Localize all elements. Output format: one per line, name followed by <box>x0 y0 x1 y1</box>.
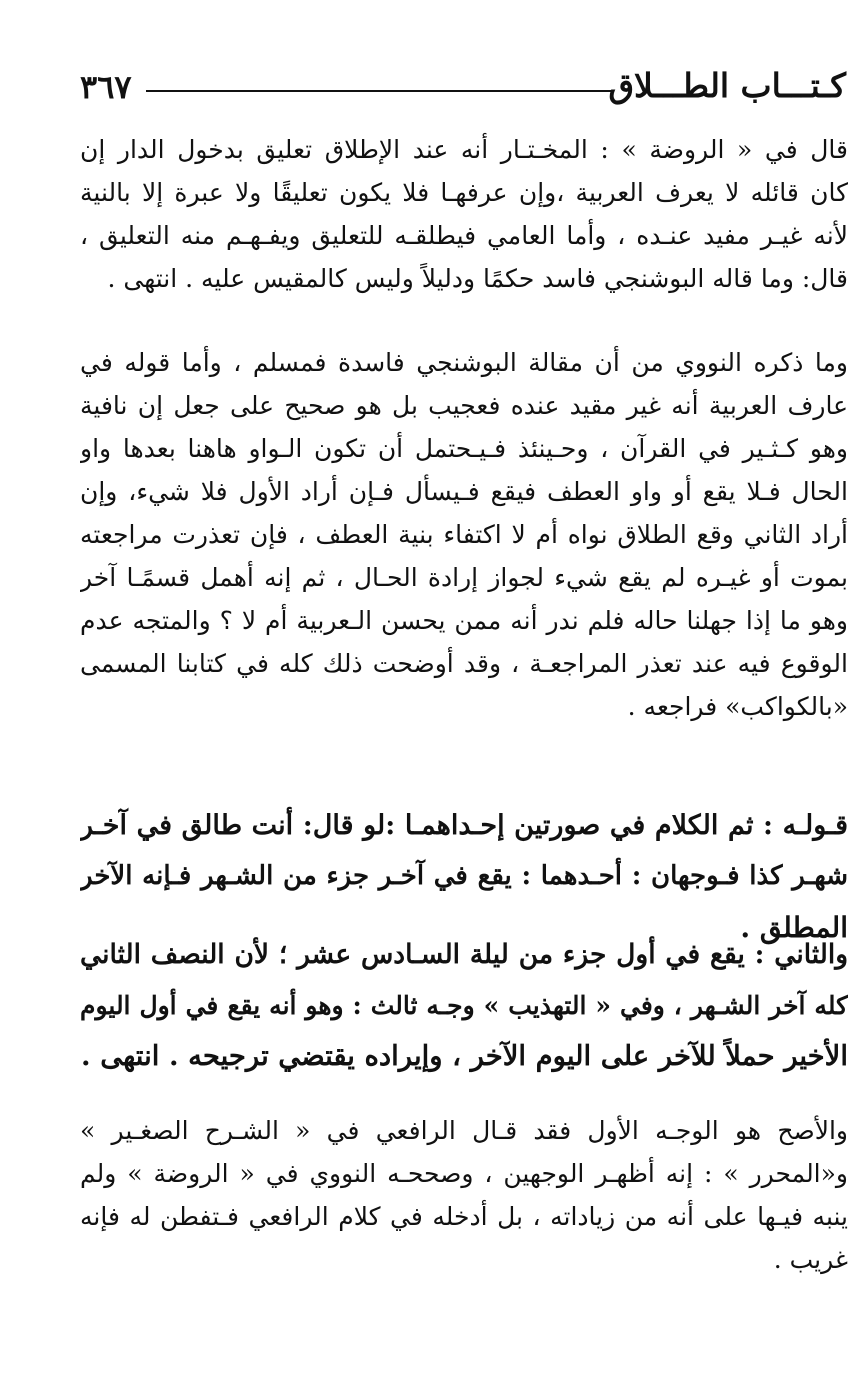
text-line: قال في « الروضة » : المخـتـار أنه عند الإطلاق تعليق بدخول الدار إن <box>80 135 848 164</box>
text-line: قال: وما قاله البوشنجي فاسد حكمًا ودليلاً وليس كالمقيس عليه . انتهى . <box>107 264 848 293</box>
paragraph-conclusion <box>80 1109 848 1281</box>
text-line: الوقوع فيه عند تعذر المراجعـة ، وقد أوضحت ذلك كله في كتابنا المسمى <box>80 649 848 678</box>
text-line: و«المحرر » : إنه أظهـر الوجهين ، وصححـه النووي في « الروضة » ولم <box>80 1159 848 1188</box>
text-line: المطلق . <box>740 911 848 944</box>
text-line: ينبه فيـها على أنه من زياداته ، بل أدخله في كلام الرافعي فـتفطن له فإنه <box>80 1202 848 1231</box>
header-rule <box>146 90 614 92</box>
text-line: بموت أو غيـره لم يقع شيء لجواز إرادة الحـال ، ثم إنه أهمل قسمًـا آخر <box>80 563 848 592</box>
text-line: غريب . <box>773 1245 848 1274</box>
text-line: وما ذكره النووي من أن مقالة البوشنجي فاسدة فمسلم ، وأما قوله في <box>80 348 848 377</box>
text-line: أراد الثاني وقع الطلاق نواه أم لا اكتفاء بنية العطف ، فإن تعذرت مراجعته <box>80 520 848 549</box>
text-line: شهـر كذا فـوجهان : أحـدهما : يقع في آخـر جزء من الشـهر فـإنه الآخر <box>80 861 848 891</box>
text-line: كله آخر الشـهر ، وفي « التهذيب » وجـه ثالث : وهو أنه يقع في أول اليوم <box>80 991 848 1020</box>
text-line: «بالكواكب» فراجعه . <box>627 692 848 721</box>
paragraph-rawda-quote <box>80 128 848 300</box>
text-line: كان قائله لا يعرف العربية ،وإن عرفهـا فلا يكون تعليقًا ولا عبرة إلا بالنية <box>80 178 848 207</box>
paragraph-commentary <box>80 341 848 728</box>
text-line: والأصح هو الوجـه الأول فقد قـال الرافعي في « الشـرح الصغـير » <box>80 1116 848 1145</box>
paragraph-matn-second <box>80 929 848 1082</box>
text-line: والثاني : يقع في أول جزء من ليلة السـادس عشر ؛ لأن النصف الثاني <box>80 939 848 970</box>
chapter-title: كـتـــاب الطـــلاق <box>608 66 846 105</box>
text-line: لأنه غيـر مفيد عنـده ، وأما العامي فيطلقـه للتعليق ويفـهـم منه التعليق ، <box>80 221 848 250</box>
text-line: وهو كـثـير في القرآن ، وحـينئذ فـيـحتمل أن تكون الـواو هاهنا بعدها واو <box>80 434 848 463</box>
page-header <box>80 66 846 116</box>
page-number: ٣٦٧ <box>80 68 132 106</box>
text-line: وهو ما إذا جهلنا حاله فلم ندر أنه ممن يحسن الـعربية أم لا ؟ والمتجه عدم <box>80 606 848 635</box>
text-line: الحال فـلا يقع أو واو العطف فيقع فـيسأل فـإن أراد الأول فلا شيء، وإن <box>80 477 848 506</box>
text-line: قـولـه : ثم الكلام في صورتين إحـداهمـا :لو قال: أنت طالق في آخـر <box>80 810 848 841</box>
text-line: عارف العربية أنه غير مقيد عنده فعجيب بل هو صحيح على جعل إن نافية <box>80 391 848 420</box>
text-line: الأخير حملاً للآخر على اليوم الآخر ، وإيراده يقتضي ترجيحه . انتهى . <box>81 1040 848 1072</box>
